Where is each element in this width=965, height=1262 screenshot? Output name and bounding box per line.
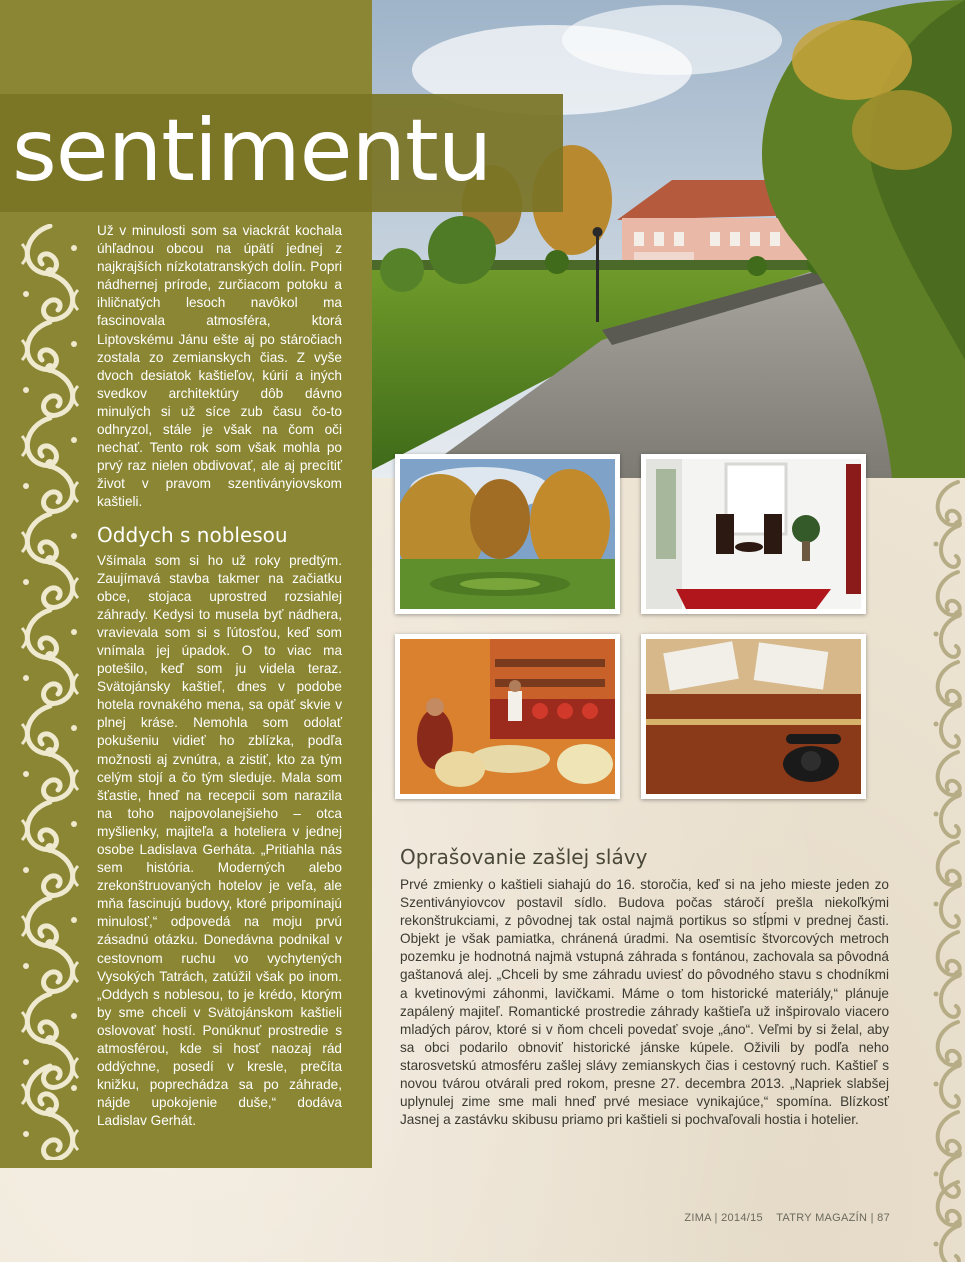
right-column-text [400, 843, 889, 1129]
page-footer [600, 1212, 890, 1224]
manor-garden-hero-photo [372, 0, 965, 478]
section2-body: Prvé zmienky o kaštieli siahajú do 16. storočia, keď si na jeho mieste jeden zo Szentiványiovcov postavil sídlo. Budova počas stáročí prešla niekoľkými rekonštrukciami, z pôvodnej tak ostal najmä portikus so stĺpmi v prednej časti. Objekt je však pamiatka, chránená úradmi. Na osemtisíc štvorcových metroch pozemku je hodnotná najmä vstupná záhrada s fontánou, zachovala sa pôvodná gaštanová alej. „Chceli by sme záhradu uviesť do pôvodného stavu s chodníkmi a kvetinovými záhonmi, lavičkami. Máme o tom historické materiály,“ plánuje zapálený majiteľ. Romantické prostredie záhrady kaštieľa už inšpirovalo viacero mladých párov, ktoré si v ňom chceli povedať svoje „áno“. Veľmi by si želal, aby sa obci podarilo obnoviť historické jánske kúpele. Oživili by podľa neho starosvetskú atmosféru zašlej slávy zemianskych čias i cestovný ruch. Kaštieľ s novou tvárou otvárali pred rokom, presne 27. decembra 2013. „Napriek slabšej uplynulej zime sme mali hneď prvé mesiace vynikajúce,“ spomína. Blízkosť Jasnej a zastávku skibusu priamo pri kaštieli si pochvaľovali hostia i hotelier. [400, 877, 889, 1128]
photo-interior-thumb [641, 454, 866, 614]
footer-magazine-page: TATRY MAGAZÍN | 87 [776, 1212, 890, 1224]
baroque-ornament-left-icon [14, 224, 86, 1160]
page-headline: sentimentu [12, 101, 492, 201]
photo-bar-thumb [395, 634, 620, 799]
section1-body: Všímala som si ho už roky predtým. Zaujímavá stavba takmer na začiatku obce, stojaca uprostred rozsiahlej záhrady. Kedysi to musela byť nádhera, vravievala som si s ľútosťou, keď som vnímala jej úpadok. O to viac ma potešilo, keď som ju videla teraz. Svätojánsky kaštieľ, dnes v podobe hotela rovnakého mena, sa opäť skvie v plnej kráse. Nemohla som odolať pokušeniu vidieť ho zblízka, podľa možnosti aj zvnútra, a zistiť, kto za tým celým stojí a čo tým sleduje. Mala som šťastie, hneď na recepcii som narazila na toho najpovolanejšieho – otca myšlienky, majiteľa a hoteliera v jednej osobe Ladislava Gerháta. „Pritiahla nás sem história. Moderných alebo zrekonštruovaných hotelov je veľa, ale mňa fascinujú budovy, ktoré pripomínajú minulosť,“ odpovedá na moju prvú zásadnú otázku. Donedávna podnikal v cestovnom ruchu vo vychytených Vysokých Tatrách, zatúžil však po inom. „Oddych s noblesou, to je krédo, ktorým by sme chceli v Svätojánskom kaštieli oslovovať hostí. Ponúknuť prostredie s atmosférou, kde si hosť naozaj rád oddýchne, posedí v kresle, prečíta knižku, poprechádza sa po záhrade, nájde upokojenie duše,“ dodáva Ladislav Gerhát. [97, 552, 342, 1129]
baroque-ornament-right-icon [928, 480, 965, 1262]
footer-issue: ZIMA | 2014/15 [684, 1212, 763, 1224]
section1-heading: Oddych s noblesou [97, 522, 288, 547]
section2-heading: Oprašovanie zašlej slávy [400, 845, 648, 869]
photo-reception-phone-thumb [641, 634, 866, 799]
photo-garden-thumb [395, 454, 620, 614]
left-column-text [97, 222, 342, 1131]
intro-paragraph: Už v minulosti som sa viackrát kochala úhľadnou obcou na úpätí jednej z najkrajších nízkotatranských dolín. Popri nádhernej prírode, zurčiacom potoku a ihličnatých lesoch navôkol ma fascinovala atmosféra, ktorá Liptovskému Jánu ešte aj po stáročiach zostala zo zemianskych čias. Z vyše dvoch desiatok kaštieľov, kúrií a iných svedkov architektúry dôb dávno minulých si už síce zub času čo-to odhryzol, stále je však na čom oči nechať. Tento rok som však mohla po prvý raz nielen obdivovať, ale aj precítiť život v pravom szentiványiovskom kaštieli. [97, 223, 342, 510]
